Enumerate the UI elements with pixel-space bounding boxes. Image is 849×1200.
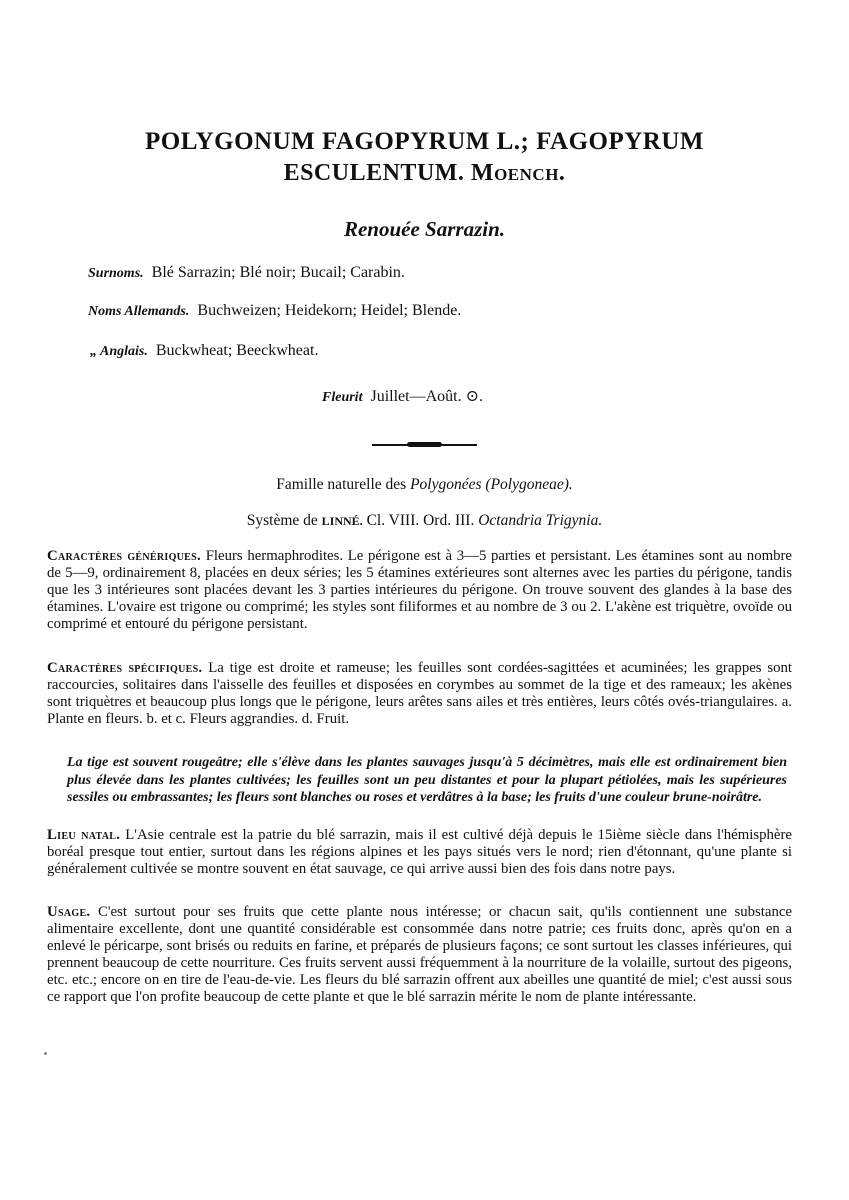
section-heading: Usage. [47,904,91,920]
section-heading: Caractères spécifiques. [47,660,203,676]
section-heading: Lieu natal. [47,827,121,843]
names-german [88,302,461,320]
names-value: Buckwheat; Beeckwheat. [155,342,319,359]
section-text: Fleurs hermaphrodites. Le périgone est à 3—5 parties et persistant. Les étamines sont au nombre de 5—9, ordinairement 8, placées en deux séries; les 5 étamines extérieures sont alternes avec les parties du périgone, tandis que les 3 intérieures sont placées devant les 3 parties intérieures du périgone. On trouve souvent des glandes à la base des étamines. L'ovaire est trigone ou comprimé; les styles sont filiformes et au nombre de 3 ou 2. L'akène est triquètre, ovoïde ou comprimé et entouré du périgone persistant. [47,548,792,632]
system-name: Octandria Trigynia. [478,512,603,529]
names-label: Surnoms. [88,266,144,281]
family-name-lat: (Polygoneae). [485,476,573,493]
names-label: Noms Allemands. [88,304,190,319]
family-line [0,476,849,494]
speck [44,1052,47,1055]
specific-characters [47,660,792,728]
family-name-fr: Polygonées [410,476,482,493]
system-linne: LINNÉ. [321,514,363,528]
section-text: L'Asie centrale est la patrie du blé sarrazin, mais il est cultivé déjà depuis le 15ième siècle dans l'hémisphère boréal presque tout entier, surtout dans les régions alpines et les pays situés vers le nord; rien d'étonnant, qu'une plante si généralement cultivée se montre souvent en état sauvage, ce qui arrive aussi bien des fois dans notre pays. [47,827,792,877]
names-surnoms [88,264,405,282]
system-classification: Cl. VIII. Ord. III. [366,512,475,529]
page-title-line-1: POLYGONUM FAGOPYRUM L.; FAGOPYRUM [144,128,705,155]
generic-characters [47,548,792,633]
section-text: La tige est droite et rameuse; les feuilles sont cordées-sagittées et acuminées; les grappes sont raccourcies, solitaires dans l'aisselle des feuilles et disposées en corymbes au sommet de la tige et des rameaux; les akènes sont triquètres et beaucoup plus longs que le périgone, leurs arêtes sans ailes et très entières, leurs côtés ovés-triangulaires. a. Plante en fleurs. b. et c. Fleurs aggrandies. d. Fruit. [47,660,792,727]
native-habitat [47,827,792,878]
ornamental-divider [372,442,477,447]
title-author: Moench. [470,160,566,186]
page-title-line-2 [0,160,849,187]
note-text: La tige est souvent rougeâtre; elle s'élève dans les plantes sauvages jusqu'à 5 décimètres, mais elle est ordinairement bien plus élevée dans les plantes cultivées; les feuilles sont un peu distantes et pour la plupart pétiolées, mais les supérieures sessiles ou embrassantes; les fleurs sont blanches ou roses et verdâtres à la base; les fruits d'une couleur brune-noirâtre. [67,755,787,805]
section-heading: Caractères génériques. [47,548,202,564]
common-name: Renouée Sarrazin. [343,217,506,241]
system-prefix: Système de [246,512,318,529]
usage-section [47,904,792,1006]
title-species: ESCULENTUM. [283,160,465,186]
system-line [0,512,849,530]
family-prefix: Famille naturelle des [276,476,407,493]
flowering-label: Fleurit [322,390,363,405]
section-text: C'est surtout pour ses fruits que cette plante nous intéresse; or chacun sait, qu'ils contiennent une substance alimentaire excellente, dont une quantité considérable est consommée dans notre patrie; ces fruits donc, après qu'on en a enlevé le péricarpe, sont brisés ou reduits en farine, et préparés de plusieurs façons; ce sont surtout les classes inférieures, qui prennent beaucoup de cette nourriture. Ces fruits servent aussi fréquemment à la nourriture de la volaille, surtout des pigeons, etc. etc.; encore on en tire de l'eau-de-vie. Les fleurs du blé sarrazin offrent aux abeilles une quantité de miel; c'est aussi sous ce rapport que l'on profite beaucoup de cette plante et que le blé sarrazin mérite le nom de plante intéressante. [47,904,793,1005]
flowering-line [322,386,483,406]
flowering-value: Juillet—Août. ⊙. [370,388,483,405]
names-label: „ Anglais. [90,344,148,359]
names-value: Blé Sarrazin; Blé noir; Bucail; Carabin. [151,264,405,281]
names-value: Buchweizen; Heidekorn; Heidel; Blende. [197,302,462,319]
names-english [90,342,318,360]
description-note [67,754,787,807]
